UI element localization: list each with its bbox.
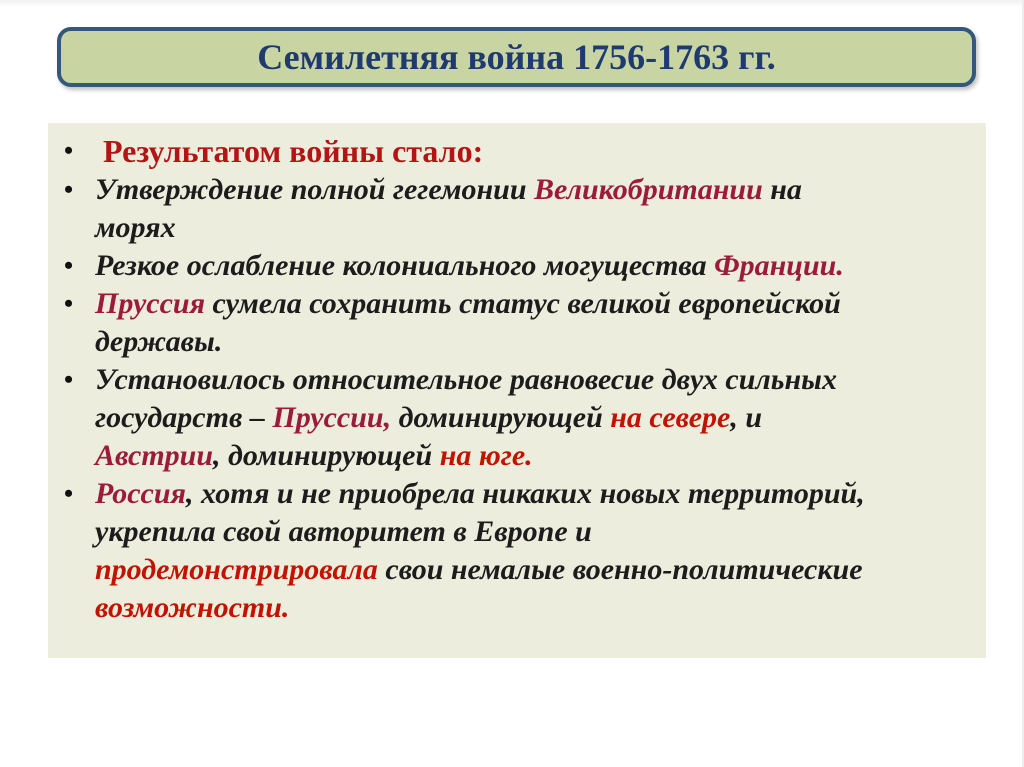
- text-segment: на севере: [610, 401, 731, 434]
- text-segment: на юге.: [439, 439, 533, 472]
- text-segment: Пруссия: [95, 287, 206, 320]
- text-segment: морях: [95, 211, 176, 244]
- bullet-item: [48, 171, 978, 247]
- text-segment: Утверждение полной гегемонии: [95, 173, 535, 206]
- text-segment: доминирующей: [391, 401, 611, 434]
- text-segment: сумела сохранить статус великой европейской: [205, 287, 841, 320]
- bullet-dot-icon: •: [64, 136, 74, 165]
- text-segment: Россия: [95, 477, 187, 510]
- bullets-list: [48, 131, 978, 627]
- bullet-text: [103, 133, 483, 169]
- bullet-item: [48, 131, 978, 171]
- bullet-dot-icon: •: [64, 365, 74, 394]
- text-segment: , и: [730, 401, 763, 434]
- bullet-dot-icon: •: [64, 251, 74, 280]
- text-segment: укрепила свой авторитет в Европе и: [95, 515, 592, 548]
- bullet-text: [95, 249, 844, 282]
- bullet-item: [48, 361, 978, 475]
- text-segment: возможности.: [95, 591, 290, 624]
- text-segment: Великобритании: [534, 173, 763, 206]
- text-segment: продемонстрировала: [95, 553, 378, 586]
- content-box: [48, 123, 986, 658]
- text-segment: , доминирующей: [213, 439, 440, 472]
- bullet-dot-icon: •: [64, 479, 74, 508]
- text-segment: Франции.: [714, 249, 844, 282]
- text-segment: Установилось относительное равновесие двух сильных: [95, 363, 837, 396]
- bullet-dot-icon: •: [64, 289, 74, 318]
- bullet-item: [48, 475, 978, 627]
- text-segment: Австрии: [95, 439, 214, 472]
- text-segment: государств –: [95, 401, 273, 434]
- page-top-edge: [0, 0, 1024, 7]
- bullet-text: [95, 477, 865, 624]
- text-segment: свои немалые военно-политические: [377, 553, 863, 586]
- bullet-item: [48, 285, 978, 361]
- text-segment: Резкое ослабление колониального могущества: [95, 249, 715, 282]
- bullet-text: [95, 363, 837, 472]
- text-segment: на: [762, 173, 802, 206]
- title-box: [57, 27, 976, 87]
- bullet-dot-icon: •: [64, 175, 74, 204]
- text-segment: , хотя и не приобрела никаких новых территорий,: [186, 477, 865, 510]
- text-segment: державы.: [95, 325, 223, 358]
- text-segment: Результатом войны стало:: [103, 133, 484, 169]
- text-segment: Пруссии,: [272, 401, 392, 434]
- page-title: Семилетняя война 1756-1763 гг.: [257, 37, 776, 77]
- bullet-text: [95, 173, 802, 244]
- bullet-item: [48, 247, 978, 285]
- bullet-text: [95, 287, 841, 358]
